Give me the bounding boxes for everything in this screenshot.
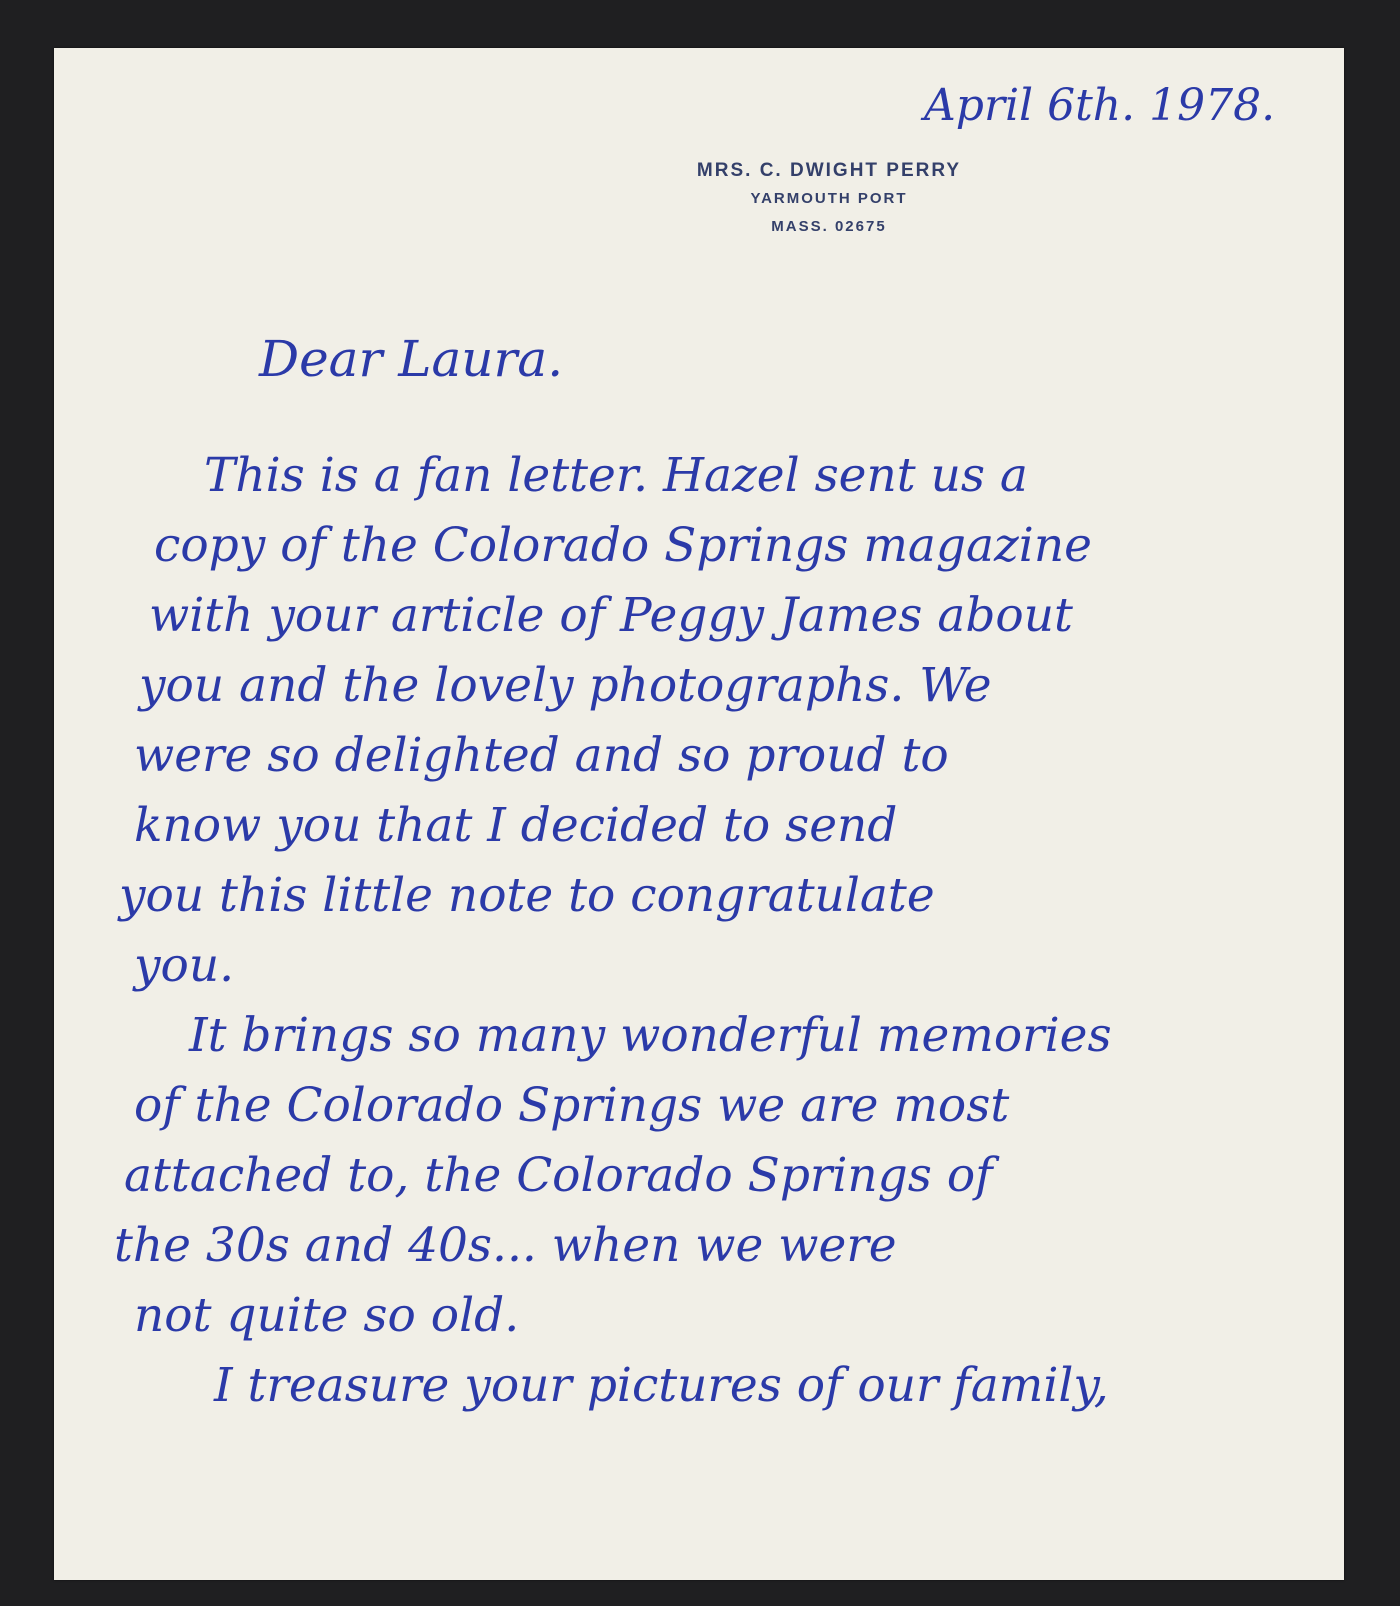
letter-greeting: Dear Laura. xyxy=(259,330,564,388)
letterhead-state: MASS. 02675 xyxy=(771,218,887,235)
letter-line: you this little note to congratulate xyxy=(119,868,935,923)
letter-line: This is a fan letter. Hazel sent us a xyxy=(204,448,1028,503)
letter-line: I treasure your pictures of our family, xyxy=(214,1358,1109,1413)
letter-line: the 30s and 40s... when we were xyxy=(114,1218,897,1273)
letter-line: with your article of Peggy James about xyxy=(149,588,1073,643)
letter-line: of the Colorado Springs we are most xyxy=(134,1078,1010,1133)
letter-line: It brings so many wonderful memories xyxy=(189,1008,1112,1063)
letterhead-town: YARMOUTH PORT xyxy=(750,190,908,207)
letter-line: you. xyxy=(134,938,235,993)
letter-line: were so delighted and so proud to xyxy=(134,728,949,783)
letter-line: know you that I decided to send xyxy=(134,798,898,853)
letter-line: attached to, the Colorado Springs of xyxy=(124,1148,993,1203)
letter-line: you and the lovely photographs. We xyxy=(139,658,992,713)
letter-sheet xyxy=(54,48,1344,1580)
letter-date: April 6th. 1978. xyxy=(924,80,1276,131)
letterhead-name: MRS. C. DWIGHT PERRY xyxy=(696,160,962,181)
letter-line: copy of the Colorado Springs magazine xyxy=(154,518,1092,573)
letter-line: not quite so old. xyxy=(134,1288,520,1343)
